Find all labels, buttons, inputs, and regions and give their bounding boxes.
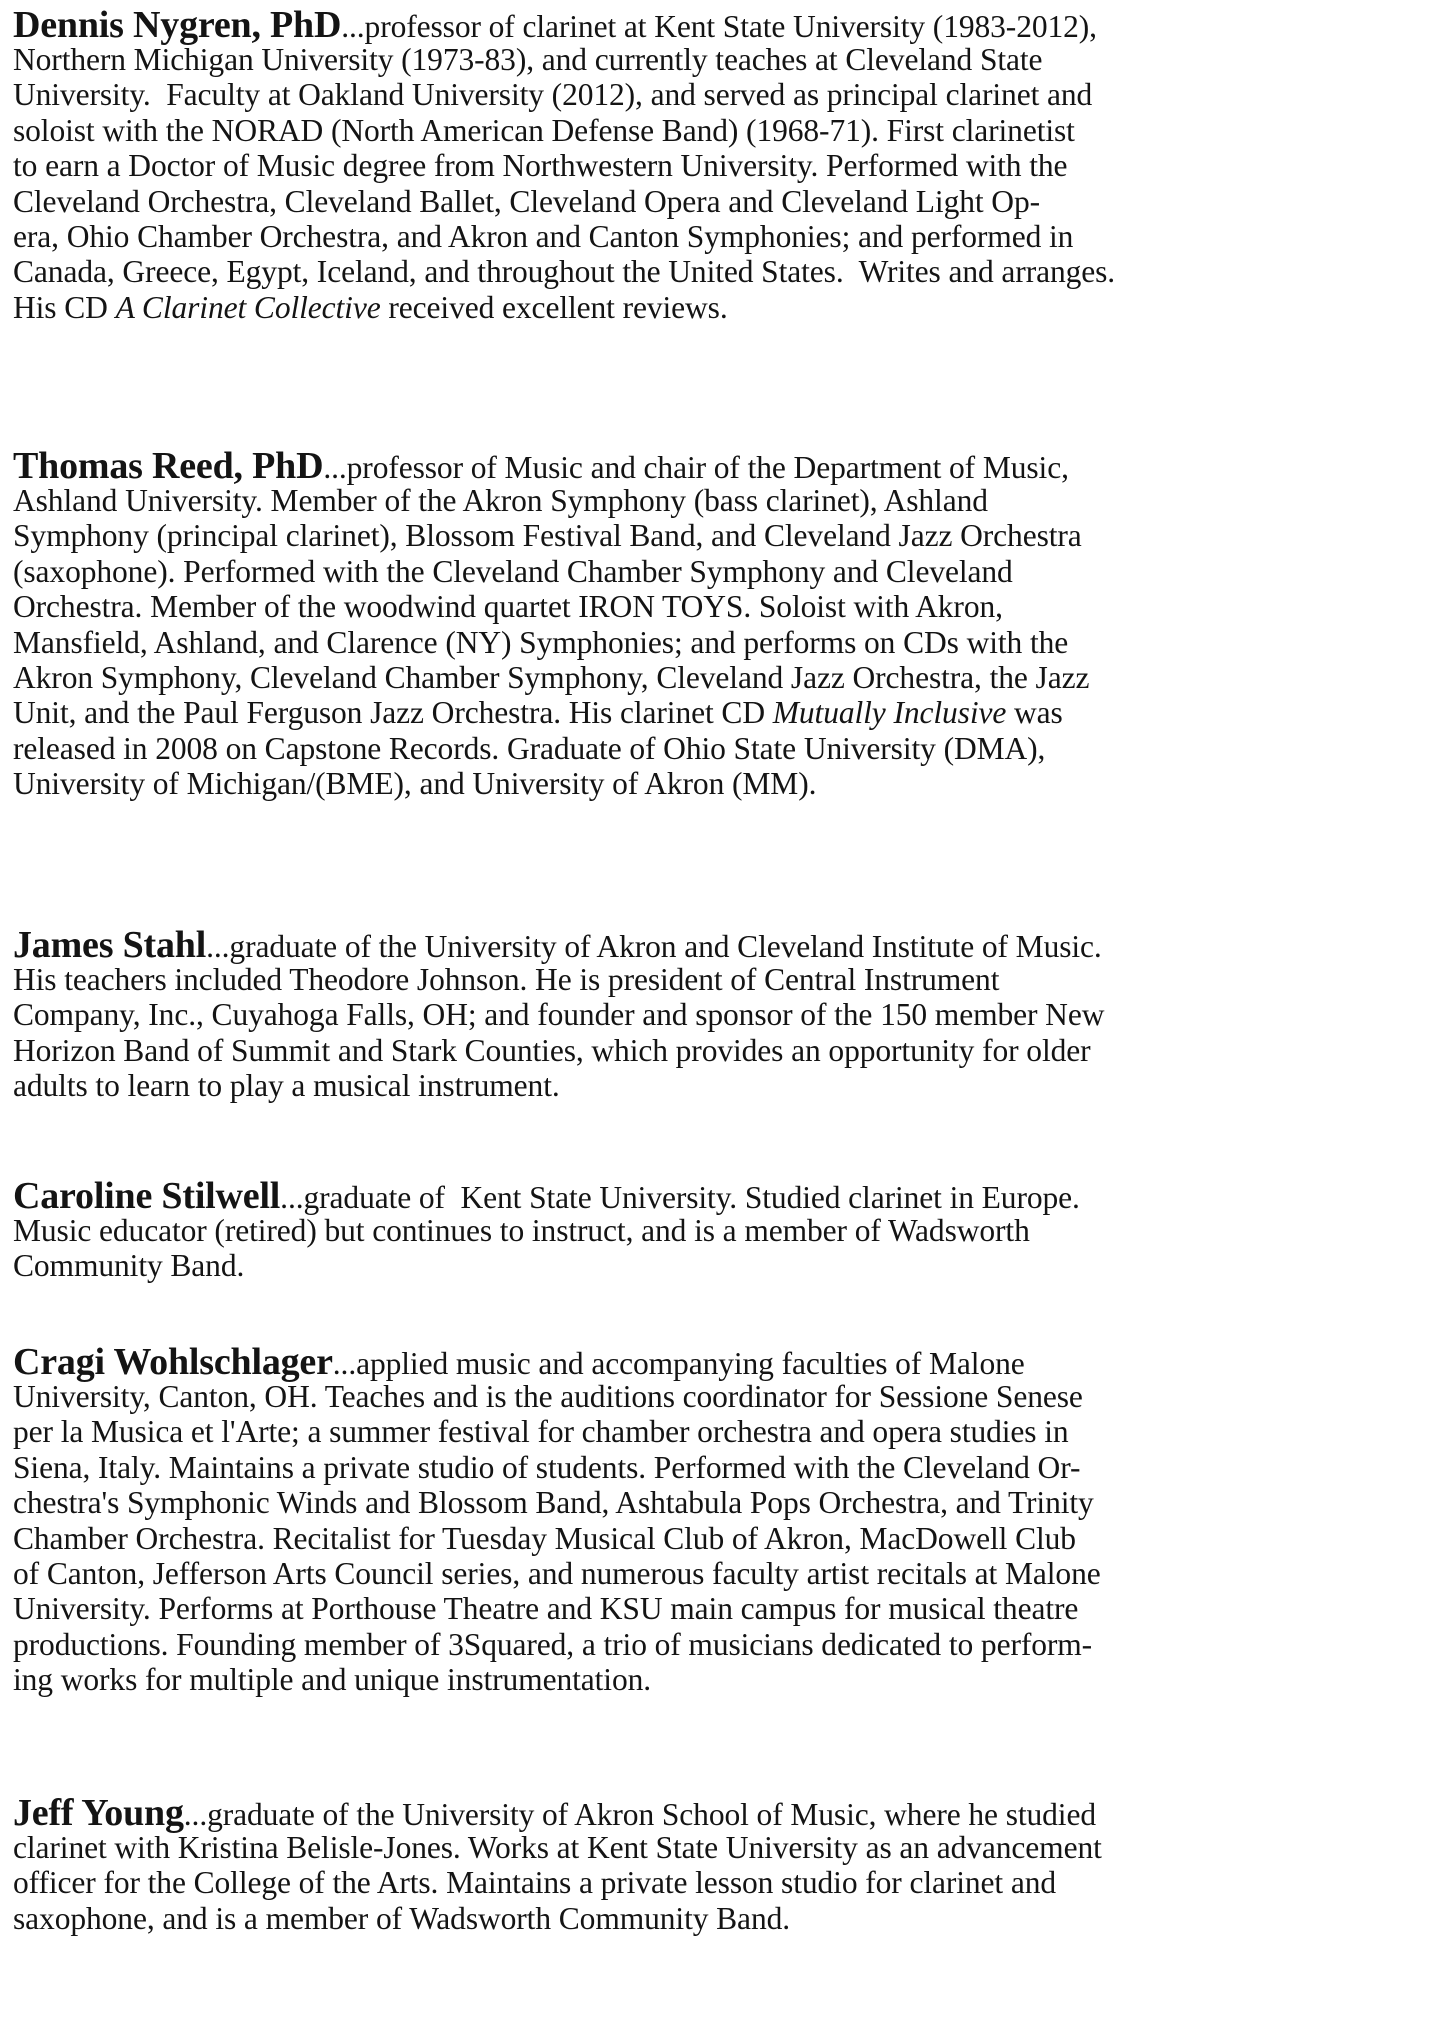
bio-text: Unit, and the Paul Ferguson Jazz Orchestra. His clarinet CD: [13, 695, 773, 731]
bio-line: chestra's Symphonic Winds and Blossom Band, Ashtabula Pops Orchestra, and Trinity: [13, 1485, 1094, 1521]
bio-heading-line: [13, 4, 1438, 46]
bio-lead-text: ...graduate of Kent State University. Studied clarinet in Europe.: [280, 1180, 1080, 1215]
bio-line: Cleveland Orchestra, Cleveland Ballet, Cleveland Opera and Cleveland Light Op-: [13, 183, 1040, 219]
bio-line: adults to learn to play a musical instrument.: [13, 1068, 560, 1104]
bio-line: Company, Inc., Cuyahoga Falls, OH; and founder and sponsor of the 150 member New: [13, 997, 1105, 1033]
bio-line: released in 2008 on Capstone Records. Graduate of Ohio State University (DMA),: [13, 730, 1046, 766]
bio-line: Akron Symphony, Cleveland Chamber Symphony, Cleveland Jazz Orchestra, the Jazz: [13, 659, 1090, 695]
bio-name: Dennis Nygren, PhD: [13, 4, 342, 46]
bio-line: University. Faculty at Oakland University (2012), and served as principal clarinet and: [13, 77, 1093, 113]
bio-line: Siena, Italy. Maintains a private studio of students. Performed with the Cleveland Or-: [13, 1449, 1081, 1485]
bio-line: era, Ohio Chamber Orchestra, and Akron and Canton Symphonies; and performed in: [13, 218, 1074, 254]
bio-line: (saxophone). Performed with the Cleveland Chamber Symphony and Cleveland: [13, 553, 1013, 589]
bio-line: Ashland University. Member of the Akron Symphony (bass clarinet), Ashland: [13, 483, 988, 518]
bio-line: clarinet with Kristina Belisle-Jones. Works at Kent State University as an advancement: [13, 1830, 1102, 1865]
bio-name: Jeff Young: [13, 1792, 184, 1834]
cd-title: A Clarinet Collective: [115, 289, 381, 325]
bio-line: per la Musica et l'Arte; a summer festival for chamber orchestra and opera studies in: [13, 1414, 1069, 1450]
bio-line: [13, 290, 1438, 325]
bio-line: Canada, Greece, Egypt, Iceland, and throughout the United States. Writes and arranges.: [13, 254, 1116, 290]
bio-heading-line: [13, 1792, 1438, 1834]
bio-heading-line: [13, 1341, 1438, 1383]
bio-line: Community Band.: [13, 1248, 245, 1284]
bio-line: [13, 695, 1438, 730]
bio-text: received excellent reviews.: [380, 289, 728, 325]
bio-cragi-wohlschlager: [13, 1341, 1438, 1698]
bio-dennis-nygren: [13, 4, 1438, 325]
bio-name: Cragi Wohlschlager: [13, 1341, 333, 1383]
bio-line: productions. Founding member of 3Squared, a trio of musicians dedicated to perform-: [13, 1626, 1093, 1662]
cd-title: Mutually Inclusive: [772, 695, 1007, 731]
bio-line: saxophone, and is a member of Wadsworth Community Band.: [13, 1900, 791, 1936]
bio-line: University of Michigan/(BME), and University of Akron (MM).: [13, 766, 817, 802]
bio-line: Chamber Orchestra. Recitalist for Tuesday Musical Club of Akron, MacDowell Club: [13, 1520, 1076, 1556]
bio-line: University, Canton, OH. Teaches and is the auditions coordinator for Sessione Senese: [13, 1379, 1083, 1414]
bio-name: Thomas Reed, PhD: [13, 445, 324, 487]
bio-line: Orchestra. Member of the woodwind quartet IRON TOYS. Soloist with Akron,: [13, 589, 1003, 625]
bio-text: His CD: [13, 289, 116, 325]
bio-jeff-young: [13, 1792, 1438, 1936]
bio-lead-text: ...graduate of the University of Akron and Cleveland Institute of Music.: [206, 929, 1102, 964]
bio-line: Northern Michigan University (1973-83), and currently teaches at Cleveland State: [13, 42, 1043, 77]
bio-name: Caroline Stilwell: [13, 1175, 281, 1217]
bio-line: Mansfield, Ashland, and Clarence (NY) Symphonies; and performs on CDs with the: [13, 624, 1069, 660]
bio-caroline-stilwell: [13, 1175, 1438, 1284]
bio-heading-line: [13, 924, 1438, 966]
bio-heading-line: [13, 445, 1438, 487]
bio-line: Music educator (retired) but continues to instruct, and is a member of Wadsworth: [13, 1213, 1030, 1248]
bio-line: University. Performs at Porthouse Theatre and KSU main campus for musical theatre: [13, 1591, 1079, 1627]
bio-line: Symphony (principal clarinet), Blossom Festival Band, and Cleveland Jazz Orchestra: [13, 518, 1082, 554]
bio-lead-text: ...graduate of the University of Akron School of Music, where he studied: [183, 1797, 1096, 1832]
bio-lead-text: ...applied music and accompanying faculties of Malone: [332, 1346, 1025, 1381]
bio-thomas-reed: [13, 445, 1438, 802]
bio-line: ing works for multiple and unique instrumentation.: [13, 1662, 652, 1698]
bio-line: Horizon Band of Summit and Stark Counties, which provides an opportunity for older: [13, 1032, 1091, 1068]
bio-lead-text: ...professor of Music and chair of the Department of Music,: [323, 450, 1069, 485]
bio-line: His teachers included Theodore Johnson. He is president of Central Instrument: [13, 962, 1000, 997]
bio-name: James Stahl: [13, 924, 207, 966]
bio-line: officer for the College of the Arts. Maintains a private lesson studio for clarinet and: [13, 1865, 1057, 1901]
bio-text: was: [1006, 695, 1063, 731]
bio-heading-line: [13, 1175, 1438, 1217]
bio-line: of Canton, Jefferson Arts Council series, and numerous faculty artist recitals at Malone: [13, 1555, 1101, 1591]
bio-james-stahl: [13, 924, 1438, 1104]
bio-line: soloist with the NORAD (North American Defense Band) (1968-71). First clarinetist: [13, 112, 1075, 148]
bio-lead-text: ...professor of clarinet at Kent State University (1983-2012),: [341, 9, 1097, 44]
bio-line: to earn a Doctor of Music degree from Northwestern University. Performed with the: [13, 148, 1068, 184]
